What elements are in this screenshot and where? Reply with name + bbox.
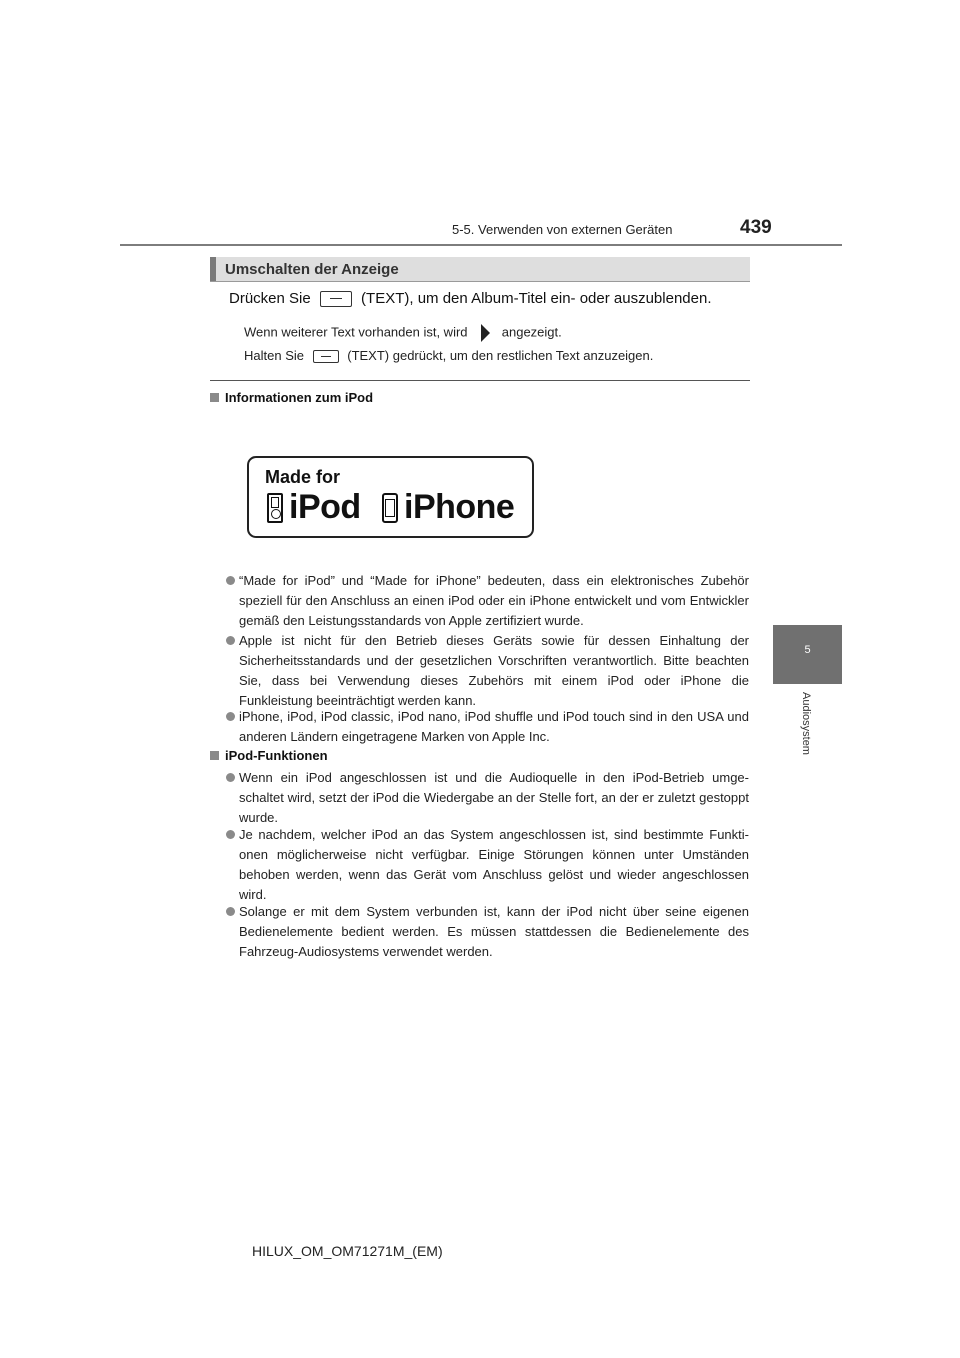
list-item-text: Wenn ein iPod angeschlossen ist und die Audioquelle in den iPod-Betrieb umge- schaltet wird, setzt der iPod die Wiedergabe an der Stelle fort, an der er zuletzt gestoppt wurde. — [239, 770, 749, 825]
text-button-icon — [313, 350, 339, 363]
section-divider — [210, 380, 750, 381]
list-item — [226, 825, 749, 905]
list-item — [226, 571, 749, 631]
list-item — [226, 768, 749, 828]
logo-made-for-text: Made for — [265, 467, 341, 487]
list-item-text: “Made for iPod” und “Made for iPhone” bedeuten, dass ein elektronisches Zubehör speziell für den Anschluss an einen iPod oder ein iPhone entwickelt und vom Entwickler gemäß den Leistungsstandards von Apple zertifiziert wurde. — [239, 573, 749, 628]
note-hold-button — [244, 348, 653, 363]
running-header: 5-5. Verwenden von externen Geräten — [452, 222, 673, 237]
chapter-label-text: Audiosystem — [800, 692, 812, 755]
square-bullet-icon — [210, 393, 219, 402]
instruction-text-after: (TEXT), um den Album-Titel ein- oder auszublenden. — [361, 290, 712, 307]
note1-text-after: angezeigt. — [501, 324, 562, 340]
right-arrow-icon — [481, 324, 490, 342]
info-heading-text: Informationen zum iPod — [225, 390, 374, 405]
list-item — [226, 902, 749, 962]
section-heading-text: Umschalten der Anzeige — [225, 261, 399, 278]
chapter-label — [800, 692, 814, 772]
section-heading-bar — [210, 257, 216, 281]
note1-text-before: Wenn weiterer Text vorhanden ist, wird — [244, 324, 468, 340]
bullet-dot-icon — [226, 773, 235, 782]
main-instruction — [229, 290, 712, 307]
functions-heading-text: iPod-Funktionen — [225, 748, 328, 763]
bullet-dot-icon — [226, 636, 235, 645]
list-item-text: Je nachdem, welcher iPod an das System angeschlossen ist, sind bestimmte Funkti- onen möglicherweise nicht verfügbar. Einige Störungen können unter Umständen behoben werden, wenn das Gerät vom Anschluss gelöst und wieder angeschlossen wird. — [239, 827, 749, 902]
bullet-dot-icon — [226, 576, 235, 585]
text-button-icon — [320, 291, 352, 307]
instruction-text-before: Drücken Sie — [229, 290, 311, 307]
functions-heading — [210, 748, 328, 763]
list-item-text: iPhone, iPod, iPod classic, iPod nano, iPod shuffle und iPod touch sind in den USA und anderen Ländern eingetragene Marken von Apple Inc. — [239, 709, 749, 744]
ipod-icon — [267, 493, 283, 523]
note2-text-after: (TEXT) gedrückt, um den restlichen Text anzuzeigen. — [347, 348, 654, 363]
list-item-text: Apple ist nicht für den Betrieb dieses Geräts sowie für dessen Einhaltung der Sicherheitsstandards und der gesetzlichen Vorschriften verantwortlich. Bitte beachten Sie, dass bei Verwendung dieses Zubehörs mit einem iPod oder iPhone die Funkleistung beeinträchtigt werden kann. — [239, 633, 749, 708]
bullet-dot-icon — [226, 830, 235, 839]
note2-text-before: Halten Sie — [244, 348, 304, 363]
bullet-dot-icon — [226, 907, 235, 916]
bullet-dot-icon — [226, 712, 235, 721]
page-number: 439 — [740, 217, 772, 238]
list-item-text: Solange er mit dem System verbunden ist, kann der iPod nicht über seine eigenen Bedienelemente bedient werden. Es müssen stattdessen die Bedienelemente des Fahrzeug-Audiosystems verwendet werden. — [239, 904, 749, 959]
iphone-icon — [382, 493, 398, 523]
list-item — [226, 707, 749, 747]
info-heading — [210, 390, 373, 405]
footer-document-code: HILUX_OM_OM71271M_(EM) — [252, 1243, 443, 1259]
logo-iphone-text: iPhone — [404, 488, 515, 526]
square-bullet-icon — [210, 751, 219, 760]
logo-ipod-text: iPod — [289, 488, 361, 526]
note-more-text — [244, 324, 562, 342]
header-rule — [120, 244, 842, 246]
list-item — [226, 631, 749, 711]
section-heading — [210, 257, 750, 282]
chapter-number: 5 — [804, 644, 811, 656]
made-for-ipod-iphone-logo — [247, 456, 534, 538]
